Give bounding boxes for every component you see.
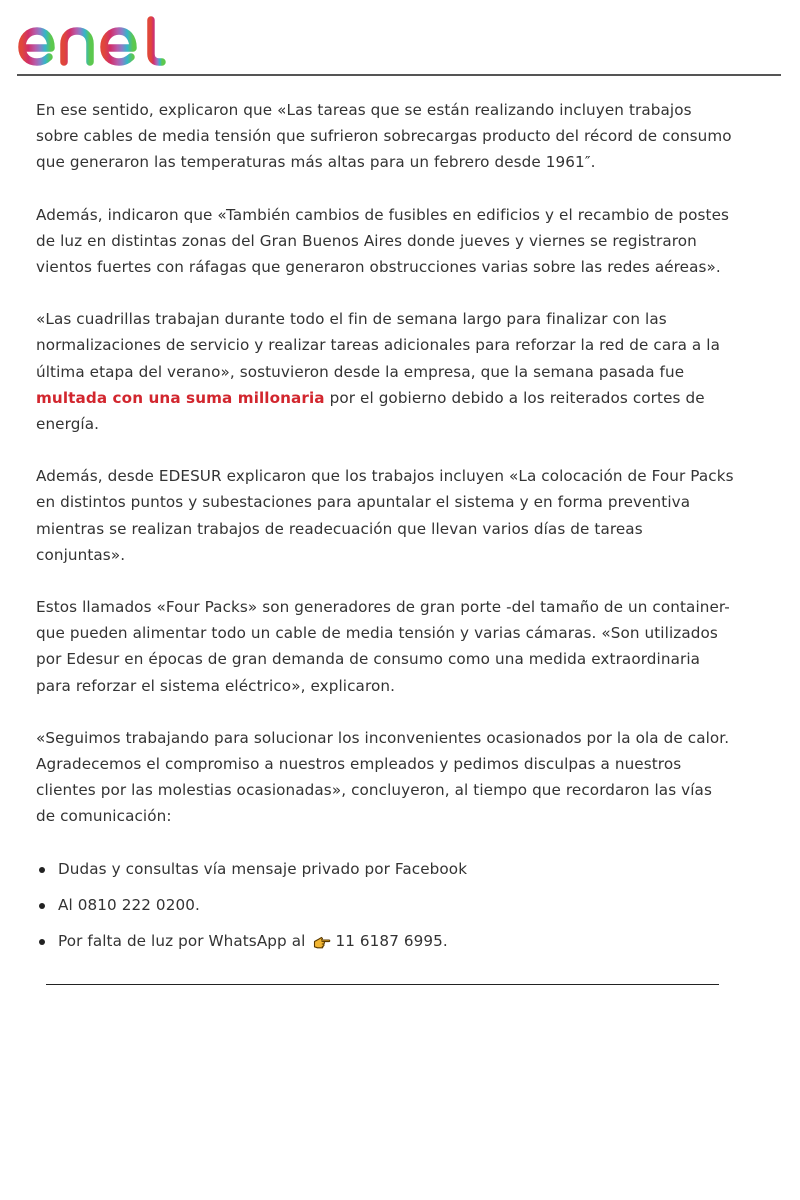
bullet-icon	[39, 903, 45, 909]
pointing-hand-icon	[313, 935, 331, 950]
list-item-facebook	[36, 856, 736, 892]
list-item-text: Al 0810 222 0200.	[58, 895, 200, 914]
bullet-icon	[39, 939, 45, 945]
site-header	[0, 0, 800, 76]
paragraph-3-text-start: «Las cuadrillas trabajan durante todo el fin de semana largo para finalizar con las normalizaciones de servicio y realizar tareas adicionales para reforzar la red de cara a la última etapa del verano», sostuvieron desde la empresa, que la semana pasada fue	[36, 310, 720, 381]
paragraph-2: Además, indicaron que «También cambios de fusibles en edificios y el recambio de postes de luz en distintas zonas del Gran Buenos Aires donde jueves y viernes se registraron vientos fuertes con ráfagas que generaron obstrucciones varias sobre las redes aéreas».	[36, 205, 730, 277]
paragraph-6: «Seguimos trabajando para solucionar los inconvenientes ocasionados por la ola de calor. Agradecemos el compromiso a nuestros empleados y pedimos disculpas a nuestros clientes por las molestias ocasionadas», concluyeron, al tiempo que recordaron las vías de comunicación:	[36, 728, 730, 826]
paragraph-4: Además, desde EDESUR explicaron que los trabajos incluyen «La colocación de Four Packs en distintos puntos y subestaciones para apuntalar el sistema y en forma preventiva mientras se realizan trabajos de readecuación que llevan varios días de tareas conjuntas».	[36, 467, 734, 564]
list-item-whatsapp	[36, 928, 736, 964]
bullet-icon	[39, 867, 45, 873]
article-body	[36, 97, 736, 964]
footer-divider	[46, 984, 719, 985]
paragraph-3	[36, 306, 736, 437]
list-item-text: Por falta de luz por WhatsApp al	[58, 931, 306, 950]
enel-logo[interactable]	[16, 14, 172, 70]
paragraph-3-text-end: por el gobierno debido a los reiterados cortes de energía.	[36, 388, 705, 434]
contact-channels-list	[36, 856, 736, 964]
paragraph-5: Estos llamados «Four Packs» son generadores de gran porte -del tamaño de un container- que pueden alimentar todo un cable de media tensión y varias cámaras. «Son utilizados por Edesur en épocas de gran demanda de consumo como una medida extraordinaria para reforzar el sistema eléctrico», explicaron.	[36, 598, 730, 695]
header-divider	[17, 74, 781, 76]
paragraph-1: En ese sentido, explicaron que «Las tareas que se están realizando incluyen trabajos sobre cables de media tensión que sufrieron sobrecargas producto del récord de consumo que generaron las temperaturas más altas para un febrero desde 1961″.	[36, 101, 732, 172]
fine-article-link[interactable]: multada con una suma millonaria	[36, 388, 325, 407]
list-item-phone	[36, 892, 736, 928]
list-item-text: Dudas y consultas vía mensaje privado por Facebook	[58, 859, 468, 878]
whatsapp-number: 11 6187 6995.	[335, 931, 448, 950]
